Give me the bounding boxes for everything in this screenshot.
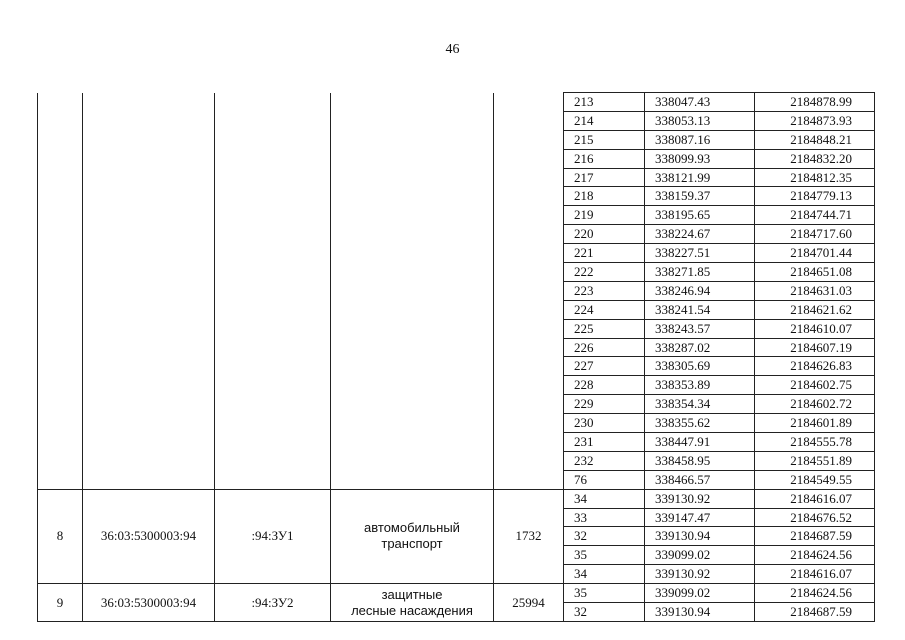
land-use-line-2: транспорт xyxy=(381,536,443,552)
cadastral-number: 36:03:5300003:94 xyxy=(83,584,215,622)
coordinate-y: 2184687.59 xyxy=(755,527,875,546)
coordinate-y: 2184624.56 xyxy=(755,584,875,603)
point-number: 231 xyxy=(564,433,645,452)
point-number: 33 xyxy=(564,508,645,527)
coordinate-y: 2184626.83 xyxy=(755,357,875,376)
coordinate-x: 338241.54 xyxy=(645,300,755,319)
coordinate-x: 339099.02 xyxy=(645,546,755,565)
coordinate-x: 338305.69 xyxy=(645,357,755,376)
point-number: 232 xyxy=(564,451,645,470)
coordinate-x: 338121.99 xyxy=(645,168,755,187)
land-use-line-2: лесные насаждения xyxy=(351,602,473,618)
coordinate-x: 338053.13 xyxy=(645,111,755,130)
parcel-area: 1732 xyxy=(494,489,564,583)
coordinate-x: 338353.89 xyxy=(645,376,755,395)
point-number: 76 xyxy=(564,470,645,489)
coordinate-y: 2184701.44 xyxy=(755,244,875,263)
land-use xyxy=(331,489,494,583)
coordinate-y: 2184621.62 xyxy=(755,300,875,319)
area-cell xyxy=(494,93,564,490)
coordinate-y: 2184551.89 xyxy=(755,451,875,470)
point-number: 35 xyxy=(564,584,645,603)
coordinate-y: 2184676.52 xyxy=(755,508,875,527)
coordinate-x: 338271.85 xyxy=(645,263,755,282)
parcel-index: 8 xyxy=(38,489,83,583)
coordinate-y: 2184624.56 xyxy=(755,546,875,565)
index-cell xyxy=(38,93,83,490)
coordinate-x: 339130.92 xyxy=(645,489,755,508)
coordinate-y: 2184610.07 xyxy=(755,319,875,338)
coordinate-y: 2184607.19 xyxy=(755,338,875,357)
coordinate-y: 2184549.55 xyxy=(755,470,875,489)
coordinate-x: 338447.91 xyxy=(645,433,755,452)
point-number: 217 xyxy=(564,168,645,187)
coordinate-y: 2184717.60 xyxy=(755,225,875,244)
coordinate-x: 339130.94 xyxy=(645,603,755,622)
point-number: 216 xyxy=(564,149,645,168)
use-cell xyxy=(331,93,494,490)
parcel-code: :94:ЗУ2 xyxy=(215,584,331,622)
coordinates-table xyxy=(37,92,875,622)
coordinate-y: 2184878.99 xyxy=(755,93,875,112)
point-number: 226 xyxy=(564,338,645,357)
land-use-line-1: защитные xyxy=(381,586,443,602)
point-number: 213 xyxy=(564,93,645,112)
point-number: 225 xyxy=(564,319,645,338)
coordinate-y: 2184601.89 xyxy=(755,414,875,433)
coordinate-x: 338159.37 xyxy=(645,187,755,206)
coordinate-y: 2184687.59 xyxy=(755,603,875,622)
coordinate-y: 2184602.75 xyxy=(755,376,875,395)
parcel-index: 9 xyxy=(38,584,83,622)
coordinate-x: 338458.95 xyxy=(645,451,755,470)
cadastral-number: 36:03:5300003:94 xyxy=(83,489,215,583)
table-row xyxy=(38,93,875,112)
point-number: 221 xyxy=(564,244,645,263)
coordinate-x: 338287.02 xyxy=(645,338,755,357)
coordinate-y: 2184744.71 xyxy=(755,206,875,225)
point-number: 223 xyxy=(564,281,645,300)
point-number: 229 xyxy=(564,395,645,414)
coordinate-x: 338243.57 xyxy=(645,319,755,338)
coordinate-y: 2184631.03 xyxy=(755,281,875,300)
point-number: 218 xyxy=(564,187,645,206)
coordinate-x: 338246.94 xyxy=(645,281,755,300)
land-use-line-1: автомобильный xyxy=(364,520,460,536)
coordinate-x: 339147.47 xyxy=(645,508,755,527)
coordinate-y: 2184779.13 xyxy=(755,187,875,206)
coordinate-x: 338195.65 xyxy=(645,206,755,225)
coordinate-x: 338099.93 xyxy=(645,149,755,168)
point-number: 224 xyxy=(564,300,645,319)
point-number: 32 xyxy=(564,527,645,546)
coordinate-y: 2184555.78 xyxy=(755,433,875,452)
point-number: 35 xyxy=(564,546,645,565)
coordinate-y: 2184873.93 xyxy=(755,111,875,130)
coordinate-y: 2184812.35 xyxy=(755,168,875,187)
point-number: 34 xyxy=(564,489,645,508)
parcel-area: 25994 xyxy=(494,584,564,622)
point-number: 214 xyxy=(564,111,645,130)
coordinate-y: 2184616.07 xyxy=(755,489,875,508)
coordinate-x: 338466.57 xyxy=(645,470,755,489)
coordinate-x: 338355.62 xyxy=(645,414,755,433)
table-row xyxy=(38,489,875,508)
coordinate-x: 338047.43 xyxy=(645,93,755,112)
land-use xyxy=(331,584,494,622)
coordinate-y: 2184651.08 xyxy=(755,263,875,282)
page-number: 46 xyxy=(445,42,460,57)
coordinate-x: 339099.02 xyxy=(645,584,755,603)
coordinate-x: 338227.51 xyxy=(645,244,755,263)
point-number: 222 xyxy=(564,263,645,282)
coordinate-y: 2184848.21 xyxy=(755,130,875,149)
cadastral-cell xyxy=(83,93,215,490)
point-number: 228 xyxy=(564,376,645,395)
point-number: 34 xyxy=(564,565,645,584)
point-number: 219 xyxy=(564,206,645,225)
point-number: 215 xyxy=(564,130,645,149)
point-number: 220 xyxy=(564,225,645,244)
table-row xyxy=(38,584,875,603)
coordinate-x: 339130.92 xyxy=(645,565,755,584)
point-number: 32 xyxy=(564,603,645,622)
coordinate-x: 338087.16 xyxy=(645,130,755,149)
coordinate-y: 2184616.07 xyxy=(755,565,875,584)
coordinate-y: 2184602.72 xyxy=(755,395,875,414)
coordinate-y: 2184832.20 xyxy=(755,149,875,168)
coordinate-x: 339130.94 xyxy=(645,527,755,546)
coordinate-x: 338354.34 xyxy=(645,395,755,414)
parcel-code: :94:ЗУ1 xyxy=(215,489,331,583)
code-cell xyxy=(215,93,331,490)
coordinate-x: 338224.67 xyxy=(645,225,755,244)
point-number: 230 xyxy=(564,414,645,433)
table-body xyxy=(38,93,875,622)
point-number: 227 xyxy=(564,357,645,376)
